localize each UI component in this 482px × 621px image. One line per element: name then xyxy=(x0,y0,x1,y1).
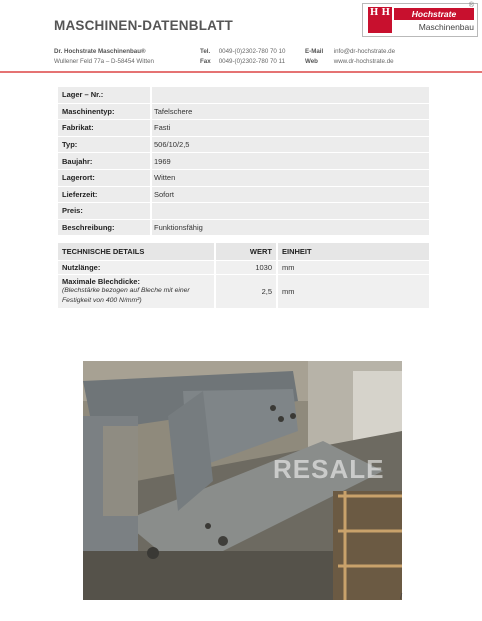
logo-registered-mark: ® xyxy=(468,2,474,9)
photo-watermark: RESALE xyxy=(273,454,385,484)
info-value: Sofort xyxy=(150,187,429,203)
info-value: 506/10/2,5 xyxy=(150,137,429,153)
info-row xyxy=(58,87,429,103)
tech-detail-name: Maximale Blechdicke: xyxy=(62,277,140,286)
tech-detail-cell xyxy=(58,261,214,274)
header-technische-details: TECHNISCHE DETAILS xyxy=(58,243,214,260)
info-value xyxy=(150,203,429,219)
machine-photo xyxy=(83,361,402,600)
info-row xyxy=(58,203,429,219)
info-value: Tafelschere xyxy=(150,104,429,120)
info-value: 1969 xyxy=(150,153,429,169)
info-key: Fabrikat: xyxy=(58,120,150,136)
info-row xyxy=(58,187,429,203)
info-key: Lagerort: xyxy=(58,170,150,186)
header-wert: WERT xyxy=(214,243,276,260)
page-mark: / xyxy=(400,592,403,601)
info-key: Lager – Nr.: xyxy=(58,87,150,103)
info-key: Typ: xyxy=(58,137,150,153)
phone-block xyxy=(200,47,285,66)
info-key: Lieferzeit: xyxy=(58,187,150,203)
info-value xyxy=(150,87,429,103)
tech-row xyxy=(58,261,429,274)
document-title: MASCHINEN-DATENBLATT xyxy=(54,18,233,33)
logo-subtitle: Maschinenbau xyxy=(418,22,474,32)
fax-label: Fax xyxy=(200,57,211,65)
company-address: Wullener Feld 77a – D-58454 Witten xyxy=(54,57,154,65)
info-value: Fasti xyxy=(150,120,429,136)
tech-detail-name: Nutzlänge: xyxy=(62,263,101,272)
info-row xyxy=(58,153,429,169)
info-row xyxy=(58,120,429,136)
tech-detail-note: (Blechstärke bezogen auf Bleche mit einer Festigkeit von 400 N/mm²) xyxy=(62,287,190,304)
machine-info-table xyxy=(58,86,429,236)
tech-unit: mm xyxy=(276,275,429,308)
tech-row xyxy=(58,275,429,308)
online-block xyxy=(305,47,395,66)
machine-photo-illustration xyxy=(83,361,402,600)
info-value: Funktionsfähig xyxy=(150,220,429,236)
tech-value: 1030 xyxy=(214,261,276,274)
tech-unit: mm xyxy=(276,261,429,274)
logo-name: Hochstrate xyxy=(394,8,474,20)
web-link[interactable]: www.dr-hochstrate.de xyxy=(333,57,394,65)
tech-value: 2,5 xyxy=(214,275,276,308)
info-key: Maschinentyp: xyxy=(58,104,150,120)
email-label: E-Mail xyxy=(305,48,324,55)
info-key: Baujahr: xyxy=(58,153,150,169)
info-key: Beschreibung: xyxy=(58,220,150,236)
info-row xyxy=(58,170,429,186)
tel-label: Tel. xyxy=(200,48,211,55)
info-row xyxy=(58,137,429,153)
info-key: Preis: xyxy=(58,203,150,219)
technical-details-table xyxy=(58,242,429,309)
fax-number: 0049-(0)2302-780 70 11 xyxy=(218,57,286,65)
logo-mark: H H xyxy=(368,7,392,33)
info-row xyxy=(58,220,429,236)
company-address-block xyxy=(54,47,154,66)
email-link[interactable]: info@dr-hochstrate.de xyxy=(333,48,396,55)
header-einheit: EINHEIT xyxy=(276,243,429,260)
header-divider xyxy=(0,71,482,73)
technical-details-header-row xyxy=(58,243,429,260)
info-value: Witten xyxy=(150,170,429,186)
company-name: Dr. Hochstrate Maschinenbau® xyxy=(54,48,146,55)
company-logo xyxy=(362,3,478,37)
tel-number: 0049-(0)2302-780 70 10 xyxy=(218,48,286,55)
info-row xyxy=(58,104,429,120)
tech-detail-cell xyxy=(58,275,214,308)
web-label: Web xyxy=(305,57,318,65)
